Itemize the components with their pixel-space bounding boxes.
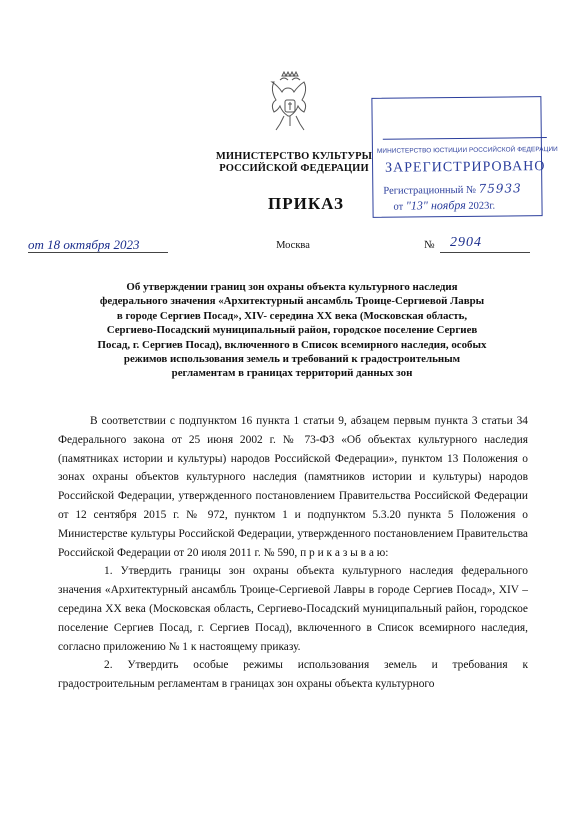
stamp-divider [383,137,547,140]
order-number: 2904 [450,235,482,250]
number-underline [440,252,530,253]
stamp-reg-number-row [383,181,522,196]
title-line: федерального значения «Архитектурный ансамбль Троице-Сергиевой Лавры [99,295,485,308]
ministry-line-1: МИНИСТЕРСТВО КУЛЬТУРЫ [215,151,373,162]
title-line: Посад, г. Сергиев Посад), включенного в Список всемирного наследия, особых [97,338,487,351]
title-line: в городе Сергиев Посад», XIV- середина XX века (Московская область, [116,309,468,322]
order-title: ПРИКАЗ [268,194,344,213]
stamp-reg-label: Регистрационный № [383,184,477,197]
title-line: Об утверждении границ зон охраны объекта культурного наследия [126,281,458,293]
stamp-date-prefix: от [393,201,404,213]
stamp-year: 2023г. [468,200,496,212]
order-city: Москва [276,240,310,251]
ministry-name [214,151,374,175]
registration-stamp [371,96,558,218]
stamp-registered: ЗАРЕГИСТРИРОВАНО [385,159,546,176]
title-line: регламентам в границах территорий данных зон [171,367,413,380]
order-item-1: 1. Утвердить границы зон охраны объекта культурного наследия федерального значения «Архитектурный ансамбль Троице-Сергиевой Лавры в городе Сергиев Посад», XIV – середина XX века (Московская область, Сергиево-Посадский муниципальный район, городское поселение Сергиев Посад, г. Сергиев Посад), включенного в Список всемирного наследия, согласно приложению № 1 к настоящему приказу. [58,565,528,653]
stamp-ministry-line: МИНИСТЕРСТВО ЮСТИЦИИ РОССИЙСКОЙ ФЕДЕРАЦИИ [376,145,558,155]
date-underline [28,252,168,253]
stamp-date-row [393,198,495,214]
ministry-line-2: РОССИЙСКОЙ ФЕДЕРАЦИИ [219,163,369,174]
document-body [58,412,528,694]
order-number-label: № [424,239,435,251]
order-date: от 18 октября 2023 [28,237,140,252]
preamble-paragraph: В соответствии с подпунктом 16 пункта 1 статьи 9, абзацем первым пункта 3 статьи 34 Федерального закона от 25 июня 2002 г. № 73-ФЗ «Об объектах культурного наследия (памятниках истории и культуры) народов Российской Федерации», пунктом 13 Положения о зонах охраны объектов культурного наследия (памятников истории и культуры) народов Российской Федерации, утвержденного постановлением Правительства Российской Федерации от 12 сентября 2015 г. № 972, пунктом 1 и подпунктом 5.3.20 пункта 5 Положения о Министерстве культуры Российской Федерации, утвержденного постановлением Правительства Российской Федерации от 20 июля 2011 г. № 590, п р и к а з ы в а ю: [58,415,528,559]
double-headed-eagle-emblem-icon [268,70,312,140]
stamp-reg-number: 75933 [478,181,522,196]
order-item-2: 2. Утвердить особые режимы использования земель и требования к градостроительным регламентам в границах зон охраны объекта культурного [58,659,528,691]
document-title [82,280,502,381]
title-line: Сергиево-Посадский муниципальный район, городское поселение Сергиев [106,324,478,337]
title-line: режимов использования земель и требований к градостроительным [123,353,461,366]
stamp-date-hand: "13" ноября [405,197,466,213]
